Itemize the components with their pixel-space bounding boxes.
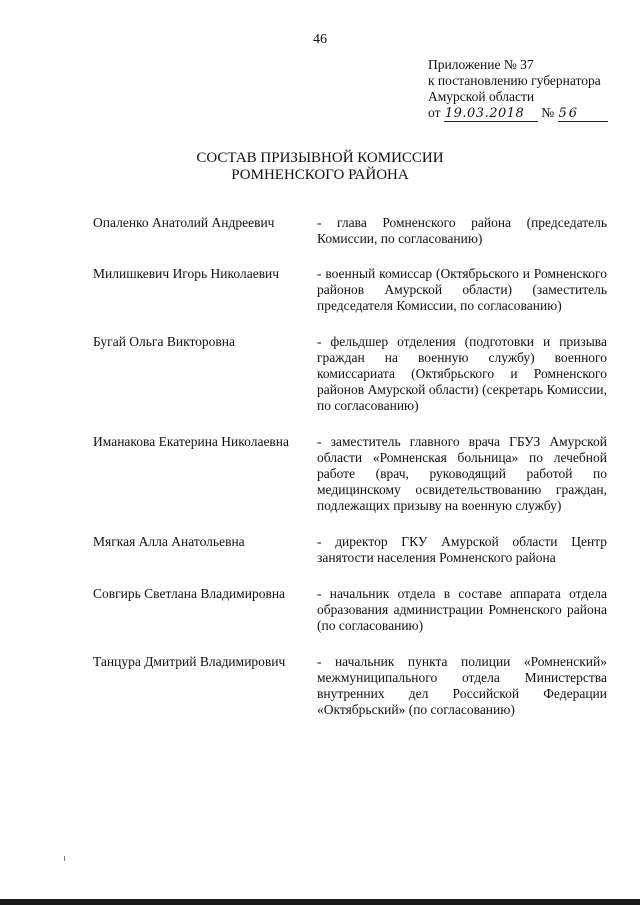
member-role: - глава Ромненского района (председатель Комиссии, по согласованию) xyxy=(317,215,607,247)
appendix-header xyxy=(428,57,628,122)
handwritten-number: 56 xyxy=(558,107,608,122)
member-name: Мягкая Алла Анатольевна xyxy=(93,534,245,549)
member-name: Милишкевич Игорь Николаевич xyxy=(93,266,280,281)
scan-artifact xyxy=(64,856,65,861)
appendix-line-2: к постановлению губернатора xyxy=(428,73,601,88)
member-row xyxy=(93,334,613,414)
handwritten-date: 19.03.2018 xyxy=(444,107,538,122)
number-prefix: № xyxy=(541,105,555,120)
member-row xyxy=(93,534,613,566)
member-role: - заместитель главного врача ГБУЗ Амурской области «Ромненская больница» по лечебной работе (врач, руководящий работой по медицинскому освидетельствованию граждан, подлежащих призыву на военную службу) xyxy=(317,434,607,514)
member-row xyxy=(93,586,613,634)
member-row xyxy=(93,266,613,314)
member-name: Иманакова Екатерина Николаевна xyxy=(93,434,290,449)
member-role: - директор ГКУ Амурской области Центр занятости населения Ромненского района xyxy=(317,534,607,566)
member-role: - фельдшер отделения (подготовки и призыва граждан на военную службу) военного комиссариата (Октябрьского и Ромненского районов Амурской области) (секретарь Комиссии, по согласованию) xyxy=(317,334,607,414)
page-number: 46 xyxy=(313,32,327,47)
member-role: - военный комиссар (Октябрьского и Ромненского районов Амурской области) (заместитель председателя Комиссии, по согласованию) xyxy=(317,266,607,314)
scan-edge-border xyxy=(0,899,640,905)
member-name: Бугай Ольга Викторовна xyxy=(93,334,236,349)
appendix-line-3: Амурской области xyxy=(428,89,535,104)
member-row xyxy=(93,654,613,718)
date-prefix: от xyxy=(428,105,441,120)
appendix-line-1: Приложение № 37 xyxy=(428,57,534,72)
title-line-2: РОМНЕНСКОГО РАЙОНА xyxy=(231,167,409,183)
member-name: Танцура Дмитрий Владимирович xyxy=(93,654,286,669)
appendix-date-row xyxy=(428,105,628,122)
commission-members-list xyxy=(93,215,613,718)
member-role: - начальник отдела в составе аппарата отдела образования администрации Ромненского района (по согласованию) xyxy=(317,586,607,634)
member-name: Совгирь Светлана Владимировна xyxy=(93,586,286,601)
member-row xyxy=(93,215,613,247)
member-name: Опаленко Анатолий Андреевич xyxy=(93,215,275,230)
member-role: - начальник пункта полиции «Ромненский» межмуниципального отдела Министерства внутренних дел Российской Федерации «Октябрьский» (по согласованию) xyxy=(317,654,607,718)
title-line-1: СОСТАВ ПРИЗЫВНОЙ КОМИССИИ xyxy=(196,150,444,166)
document-title xyxy=(0,150,640,184)
member-row xyxy=(93,434,613,514)
